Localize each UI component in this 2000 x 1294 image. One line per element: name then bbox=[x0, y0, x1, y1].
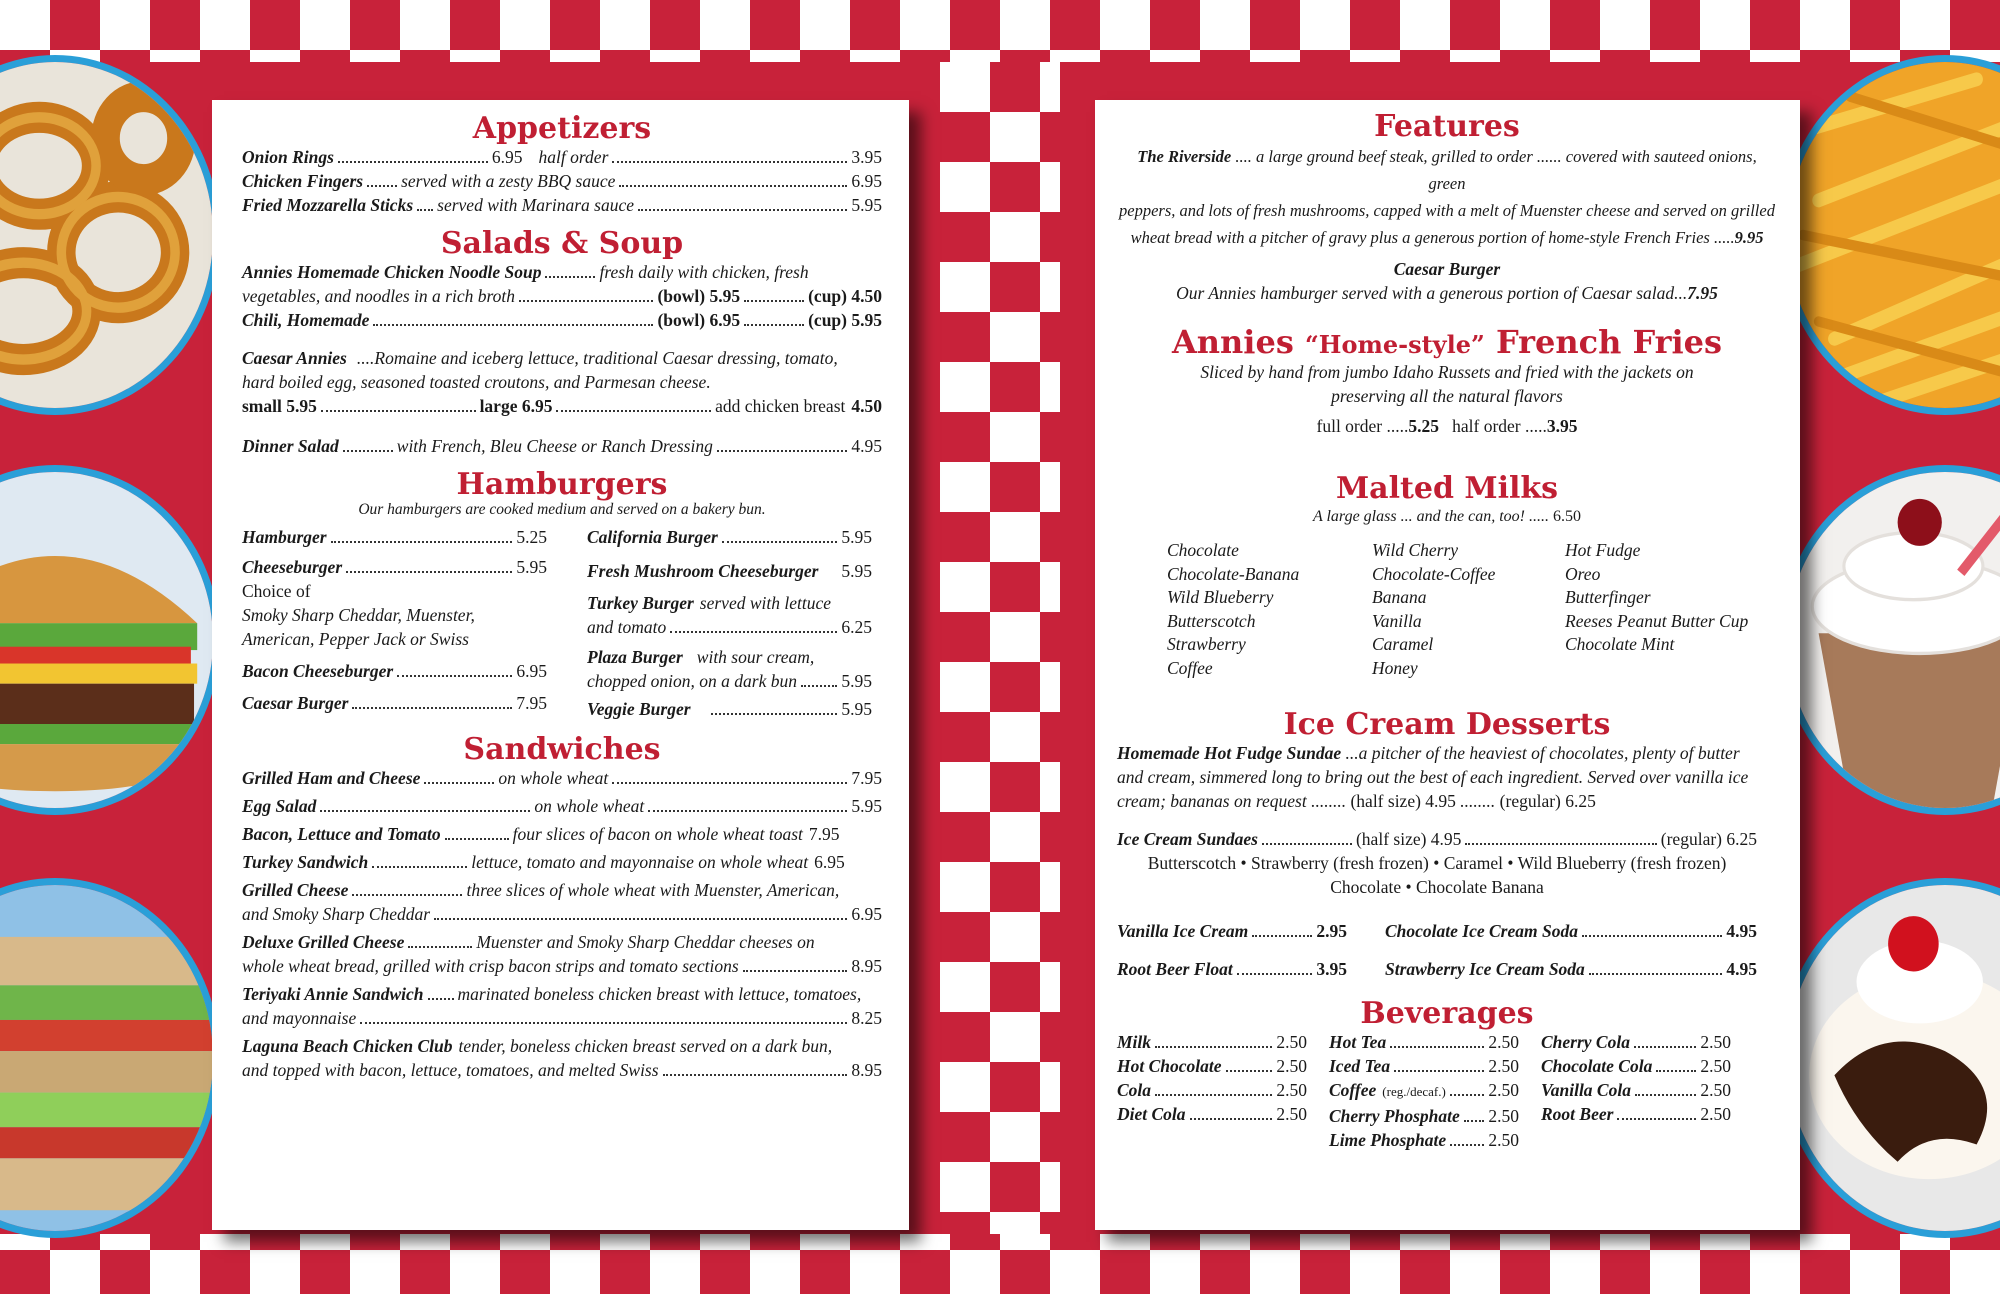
menu-item-grilled-cheese: Grilled Cheese three slices of whole wheat with Muenster, American, bbox=[242, 880, 840, 900]
beverage-item bbox=[1329, 1054, 1519, 1078]
plaza-burger-desc: chopped onion, on a dark bun 5.95 bbox=[587, 671, 872, 691]
salads-soup-heading: Salads & Soup bbox=[440, 226, 684, 261]
cheese-choice-list-2: American, Pepper Jack or Swiss bbox=[242, 629, 469, 649]
beverage-item bbox=[1117, 1030, 1307, 1054]
beverage-name: Chocolate Cola bbox=[1541, 1056, 1653, 1077]
menu-item-caesar-annies: Caesar Annies .... Romaine and iceberg lettuce, traditional Caesar dressing, tomato, bbox=[242, 348, 838, 368]
menu-item-chili: Chili, Homemade (bowl) 6.95 (cup) 5.95 bbox=[242, 310, 882, 330]
menu-item-deluxe-grilled-cheese: Deluxe Grilled Cheese Muenster and Smoky Sharp Cheddar cheeses on bbox=[242, 932, 815, 952]
menu-item-turkey-sandwich: Turkey Sandwich lettuce, tomato and mayonnaise on whole wheat 6.95 bbox=[242, 852, 845, 872]
dessert-ice-cream-sundaes: Ice Cream Sundaes (half size) 4.95 (regular) 6.25 bbox=[1117, 829, 1757, 850]
beverage-name: Coffee bbox=[1329, 1080, 1377, 1101]
ice-cream-desserts-heading: Ice Cream Desserts bbox=[1283, 707, 1611, 743]
menu-item-soup-prices: vegetables, and noodles in a rich broth (bowl) 5.95 (cup) 4.50 bbox=[242, 286, 882, 306]
beverage-price: 2.50 bbox=[1276, 1032, 1307, 1053]
malt-flavor-item: Vanilla bbox=[1372, 610, 1422, 631]
dessert-vanilla-ice-cream: Vanilla Ice Cream 2.95 bbox=[1117, 921, 1347, 942]
beverages-heading: Beverages bbox=[1360, 996, 1534, 1032]
caesar-annies-desc: hard boiled egg, seasoned toasted croutons, and Parmesan cheese. bbox=[242, 372, 711, 392]
malt-flavor-item: Butterscotch bbox=[1167, 610, 1256, 631]
menu-item-cheeseburger: Cheeseburger 5.95 bbox=[242, 557, 547, 577]
hamburgers-heading: Hamburgers bbox=[456, 467, 668, 502]
beverage-price: 2.50 bbox=[1488, 1080, 1519, 1101]
beverage-item bbox=[1541, 1102, 1731, 1126]
beverage-price: 2.50 bbox=[1488, 1106, 1519, 1127]
menu-item-bacon-cheeseburger: Bacon Cheeseburger 6.95 bbox=[242, 661, 547, 681]
left-menu-panel bbox=[212, 100, 909, 1230]
menu-item-hamburger: Hamburger 5.25 bbox=[242, 527, 547, 547]
caesar-annies-prices: small 5.95 large 6.95 add chicken breast 4.50 bbox=[242, 396, 882, 416]
dessert-hot-fudge-sundae: Homemade Hot Fudge Sundae ...a pitcher of the heaviest of chocolates, plenty of butter and cream, simmered long to bring out the best of each ingredient. Served over vanilla ice cream; bananas on request ........ (half size) 4.95 ........ (regular) 6.25 bbox=[1117, 743, 1749, 812]
dessert-root-beer-float: Root Beer Float 3.95 bbox=[1117, 959, 1347, 980]
menu-item-grilled-ham-cheese: Grilled Ham and Cheese on whole wheat 7.95 bbox=[242, 768, 882, 788]
beverage-note: (reg./decaf.) bbox=[1382, 1084, 1446, 1100]
deluxe-grilled-cheese-desc: whole wheat bread, grilled with crisp bacon strips and tomato sections 8.95 bbox=[242, 956, 882, 976]
beverages-col-2 bbox=[1329, 1030, 1519, 1152]
beverage-item bbox=[1541, 1054, 1731, 1078]
beverage-item bbox=[1329, 1128, 1519, 1152]
feature-riverside: The Riverside .... a large ground beef steak, grilled to order ...... covered with sauteed onions, green peppers, and lots of fresh mushrooms, capped with a melt of Muenster cheese and served on grilled wheat bread with a pitcher of gravy plus a generous portion of home-style French Fries .....9.95 bbox=[1119, 147, 1775, 247]
malt-flavor-item: Wild Cherry bbox=[1372, 540, 1459, 561]
malt-flavors-col-3 bbox=[1565, 539, 1748, 680]
beverage-item bbox=[1117, 1054, 1307, 1078]
beverage-name: Lime Phosphate bbox=[1329, 1130, 1447, 1151]
turkey-burger-desc: and tomato 6.25 bbox=[587, 617, 872, 637]
beverages-col-3 bbox=[1541, 1030, 1731, 1152]
malt-flavor-item: Chocolate Mint bbox=[1565, 634, 1675, 655]
dessert-grid bbox=[1117, 919, 1757, 981]
beverage-item bbox=[1117, 1102, 1307, 1126]
beverage-name: Cherry Cola bbox=[1541, 1032, 1630, 1053]
menu-item-onion-rings: Onion Rings 6.95 half order 3.95 bbox=[242, 147, 882, 167]
malt-flavor-item: Butterfinger bbox=[1565, 587, 1651, 608]
menu-item-plaza-burger: Plaza Burger with sour cream, bbox=[587, 647, 815, 667]
beverage-price: 2.50 bbox=[1488, 1032, 1519, 1053]
malt-flavor-item: Oreo bbox=[1565, 563, 1601, 584]
beverage-price: 2.50 bbox=[1276, 1056, 1307, 1077]
menu-item-chicken-fingers: Chicken Fingers served with a zesty BBQ sauce 6.95 bbox=[242, 171, 882, 191]
cheese-choice-label: Choice of bbox=[242, 581, 311, 601]
malt-flavor-item: Chocolate-Banana bbox=[1167, 563, 1300, 584]
malted-milks-heading: Malted Milks bbox=[1335, 471, 1559, 507]
beverage-name: Cherry Phosphate bbox=[1329, 1106, 1460, 1127]
beverage-price: 2.50 bbox=[1276, 1080, 1307, 1101]
beverages-col-1 bbox=[1117, 1030, 1307, 1152]
malt-flavor-list bbox=[1167, 539, 1777, 680]
malted-milks-subtitle: A large glass ... and the can, too! ..... 6.50 bbox=[1313, 508, 1581, 526]
hamburgers-subtitle: Our hamburgers are cooked medium and served on a bakery bun. bbox=[358, 501, 766, 518]
beverage-price: 2.50 bbox=[1276, 1104, 1307, 1125]
beverage-item bbox=[1329, 1078, 1519, 1104]
menu-item-dinner-salad: Dinner Salad with French, Bleu Cheese or Ranch Dressing 4.95 bbox=[242, 436, 882, 456]
beverage-item bbox=[1329, 1104, 1519, 1128]
beverage-price: 2.50 bbox=[1700, 1032, 1731, 1053]
beverage-item bbox=[1117, 1078, 1307, 1102]
french-fries-prices: full order .....5.25 half order .....3.95 bbox=[1316, 416, 1578, 437]
menu-item-egg-salad: Egg Salad on whole wheat 5.95 bbox=[242, 796, 882, 816]
beverage-name: Hot Chocolate bbox=[1117, 1056, 1222, 1077]
menu-item-caesar-burger: Caesar Burger 7.95 bbox=[242, 693, 547, 713]
menu-item-mushroom-cheeseburger: Fresh Mushroom Cheeseburger 5.95 bbox=[587, 561, 872, 581]
malt-flavor-item: Wild Blueberry bbox=[1167, 587, 1274, 608]
beverage-item bbox=[1329, 1030, 1519, 1054]
malt-flavor-item: Caramel bbox=[1372, 634, 1434, 655]
beverage-price: 2.50 bbox=[1700, 1080, 1731, 1101]
menu-item-veggie-burger: Veggie Burger 5.95 bbox=[587, 699, 872, 719]
cheese-choice-list-1: Smoky Sharp Cheddar, Muenster, bbox=[242, 605, 475, 625]
malt-flavor-item: Honey bbox=[1372, 657, 1418, 678]
teriyaki-annie-desc: and mayonnaise 8.25 bbox=[242, 1008, 882, 1028]
beverage-name: Milk bbox=[1117, 1032, 1152, 1053]
beverage-name: Vanilla Cola bbox=[1541, 1080, 1631, 1101]
malt-flavor-item: Banana bbox=[1372, 587, 1427, 608]
malt-flavor-item: Hot Fudge bbox=[1565, 540, 1641, 561]
beverage-price: 2.50 bbox=[1700, 1104, 1731, 1125]
malt-flavor-item: Reeses Peanut Butter Cup bbox=[1565, 610, 1749, 631]
beverage-item bbox=[1541, 1030, 1731, 1054]
beverage-price: 2.50 bbox=[1488, 1056, 1519, 1077]
french-fries-heading: Annies “Home-style” French Fries bbox=[1171, 323, 1723, 361]
beverage-price: 2.50 bbox=[1700, 1056, 1731, 1077]
beverage-name: Diet Cola bbox=[1117, 1104, 1186, 1125]
sandwiches-heading: Sandwiches bbox=[463, 732, 661, 767]
center-checker-strip bbox=[940, 62, 1060, 1234]
beverage-name: Root Beer bbox=[1541, 1104, 1614, 1125]
right-menu-panel bbox=[1095, 100, 1800, 1230]
menu-item-california-burger: California Burger 5.95 bbox=[587, 527, 872, 547]
menu-item-chicken-noodle-soup: Annies Homemade Chicken Noodle Soup fresh daily with chicken, fresh bbox=[242, 262, 809, 282]
beverages-list bbox=[1117, 1030, 1777, 1152]
laguna-beach-club-desc: and topped with bacon, lettuce, tomatoes, and melted Swiss 8.95 bbox=[242, 1060, 882, 1080]
french-fries-desc: Sliced by hand from jumbo Idaho Russets and fried with the jackets on preserving all the natural flavors bbox=[1200, 362, 1694, 407]
grilled-cheese-desc: and Smoky Sharp Cheddar 6.95 bbox=[242, 904, 882, 924]
dessert-strawberry-soda: Strawberry Ice Cream Soda 4.95 bbox=[1385, 959, 1757, 980]
beverage-price: 2.50 bbox=[1488, 1130, 1519, 1151]
malt-flavor-item: Chocolate bbox=[1167, 540, 1239, 561]
dessert-chocolate-soda: Chocolate Ice Cream Soda 4.95 bbox=[1385, 921, 1757, 942]
menu-item-turkey-burger: Turkey Burger served with lettuce bbox=[587, 593, 832, 613]
appetizers-heading: Appetizers bbox=[472, 111, 652, 146]
malt-flavor-item: Strawberry bbox=[1167, 634, 1246, 655]
malt-flavor-item: Chocolate-Coffee bbox=[1372, 563, 1496, 584]
menu-item-laguna-beach-club: Laguna Beach Chicken Club tender, boneless chicken breast served on a dark bun, bbox=[242, 1036, 833, 1056]
sundae-toppings: Butterscotch • Strawberry (fresh frozen) • Caramel • Wild Blueberry (fresh frozen) Chocolate • Chocolate Banana bbox=[1147, 853, 1727, 898]
beverage-name: Cola bbox=[1117, 1080, 1152, 1101]
beverage-name: Iced Tea bbox=[1329, 1056, 1391, 1077]
malt-flavor-item: Coffee bbox=[1167, 657, 1213, 678]
menu-item-teriyaki-annie: Teriyaki Annie Sandwich marinated boneless chicken breast with lettuce, tomatoes, bbox=[242, 984, 862, 1004]
beverage-item bbox=[1541, 1078, 1731, 1102]
menu-item-mozzarella-sticks: Fried Mozzarella Sticks served with Marinara sauce 5.95 bbox=[242, 195, 882, 215]
menu-item-blt: Bacon, Lettuce and Tomato four slices of bacon on whole wheat toast 7.95 bbox=[242, 824, 840, 844]
features-heading: Features bbox=[1374, 109, 1520, 144]
malt-flavors-col-1 bbox=[1167, 539, 1372, 680]
beverage-name: Hot Tea bbox=[1329, 1032, 1387, 1053]
feature-caesar-burger: Caesar Burger Our Annies hamburger served with a generous portion of Caesar salad...7.95 bbox=[1176, 259, 1718, 303]
malt-flavors-col-2 bbox=[1372, 539, 1565, 680]
